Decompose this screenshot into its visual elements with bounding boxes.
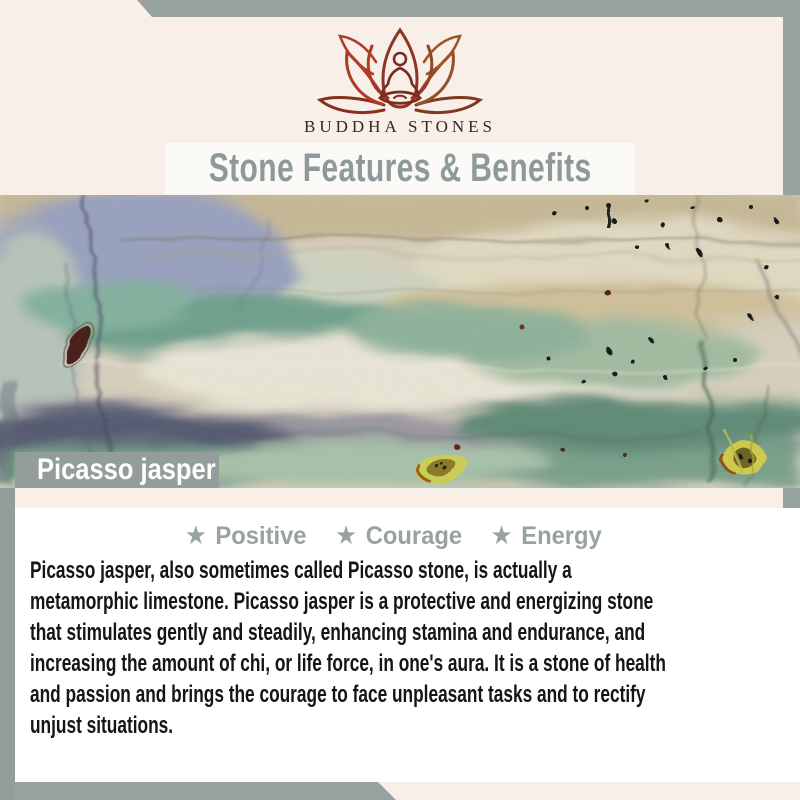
picasso-jasper-photo: [0, 195, 800, 488]
description-line: Picasso jasper, also sometimes called Picasso stone, is actually a: [30, 557, 572, 584]
stone-name: Picasso jasper: [37, 453, 216, 486]
frame-bottom-bar: [0, 782, 396, 800]
traits-row: [35, 520, 781, 551]
stone-name-label: [15, 452, 219, 488]
trait-energy: [491, 520, 602, 551]
description-line: metamorphic limestone. Picasso jasper is a protective and energizing stone: [30, 588, 654, 615]
page-title: Stone Features & Benefits: [208, 146, 592, 190]
description-line: and passion and brings the courage to face unpleasant tasks and to rectify: [30, 681, 646, 708]
title-banner: [165, 143, 635, 194]
trait-label: Positive: [215, 522, 307, 550]
star-icon: ★: [184, 520, 207, 550]
frame-top-bar: [137, 0, 800, 17]
star-icon: ★: [490, 520, 513, 550]
brand-name: BUDDHA STONES: [304, 117, 496, 136]
trait-courage: [335, 520, 462, 551]
trait-label: Courage: [365, 522, 463, 550]
description-line: that stimulates gently and steadily, enhancing stamina and endurance, and: [30, 619, 646, 646]
frame-left-strip: [0, 444, 15, 800]
star-icon: ★: [335, 520, 358, 550]
trait-positive: [185, 520, 307, 551]
trait-label: Energy: [521, 522, 602, 550]
content-panel: [15, 508, 800, 782]
lotus-meditator-icon: [300, 26, 500, 118]
description-line: unjust situations.: [30, 712, 174, 739]
description-line: increasing the amount of chi, or life force, in one's aura. It is a stone of health: [30, 650, 666, 677]
stone-description: [30, 555, 800, 741]
